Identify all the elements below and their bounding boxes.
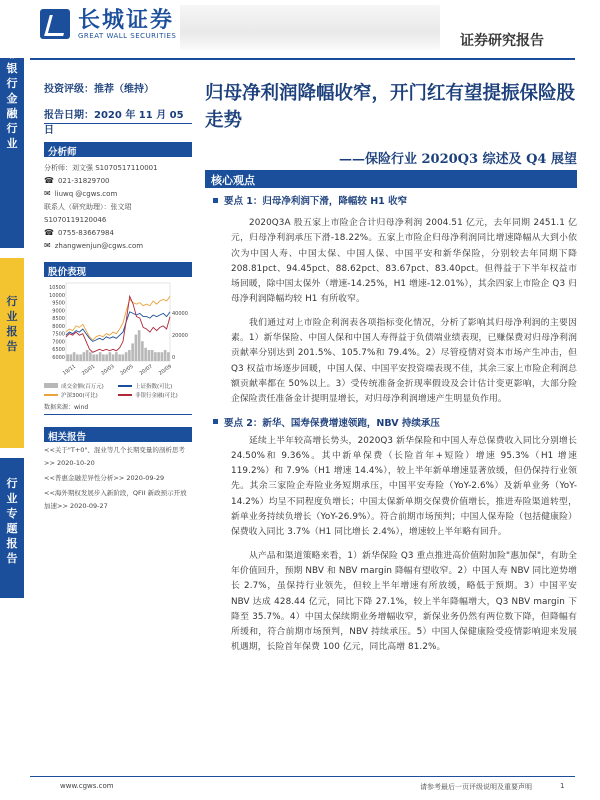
volume-bar [135,335,138,361]
volume-bar [109,352,112,361]
volume-bar [148,350,151,361]
legend-row [44,381,192,390]
analyst-line-text: S1070119120046 [44,215,107,224]
series-line-hs300 [66,296,170,340]
left-column [44,80,192,513]
bullet-square-icon [213,198,218,203]
legend-swatch [44,394,58,396]
legend-label: 非银行金融(可比) [135,392,178,399]
analyst-line [44,174,192,187]
legend-item [118,391,192,399]
analyst-line-text: 联系人（研究助理）：张文珺 [44,202,132,211]
x-tick: 20/09 [157,363,174,377]
volume-bar [128,350,131,361]
y-tick-left: 6000 [52,355,65,361]
y-tick-left: 9500 [52,300,65,307]
key-point-2 [205,414,577,430]
volume-bar [122,354,125,361]
analyst-info [44,161,192,252]
volume-bar [73,352,76,361]
analyst-line-text: 分析师：刘文强 S1070517110001 [44,163,158,172]
related-report-link[interactable]: <<关于"T+0"、混业等几个长期变量的剖析思考>> 2020-10-20 [44,446,185,467]
related-report-link[interactable]: <<普惠金融差异性分析>> 2020-09-29 [44,474,165,482]
y-tick-left: 8000 [52,323,65,330]
analyst-line-text: liuwq @cgws.com [54,189,118,198]
series-line-nonbank [66,296,170,352]
series-line-shanghai [66,312,170,342]
volume-bar [138,330,141,361]
y-tick-left: 10500 [49,285,65,291]
volume-bar [167,352,170,361]
company-logo [40,8,176,40]
related-reports-header: 相关报告 [44,427,192,442]
volume-bar [96,354,99,361]
page-header [0,0,600,58]
chart-source: 数据来源：wind [44,402,192,415]
volume-bar [66,354,69,361]
email-icon: ✉ [44,189,51,198]
left-sidebar [0,0,24,800]
analyst-line [44,239,192,252]
volume-bar [86,350,89,361]
volume-bar [141,341,144,361]
key-point-2-text: 要点 2：新华、国寿保费增速领跑，NBV 持续承压 [224,417,440,429]
volume-bar [112,354,115,361]
y-tick-left: 6500 [52,347,65,354]
legend-label: 沪深300(可比) [61,392,98,399]
volume-bar [131,343,134,361]
report-date: 报告日期：2020 年 11 月 05 日 [44,106,192,124]
legend-swatch [118,394,132,396]
volume-bar [125,352,128,361]
analyst-header: 分析师 [44,142,192,157]
great-wall-banner-image [180,5,440,50]
paragraph-4: 从产品和渠道策略来看，1）新华保险 Q3 重点推进高价值附加险"惠加保"，有助全年价值回升，预期 NBV 和 NBV margin 降幅有望收窄。2）中国人寿 NBV 同比逆势增长 2.7%，虽保持行业领先，但较上半年增速有所放缓，略低于预期。3）中国平安 NBV 达成 428.44 亿元，同比下降 27.1%，较上半年降幅增大，Q3 NBV margin 下降至 35.7%。4）中国太保续期业务增幅收窄，新保业务仍然有两位数下降，但降幅有所缓和，符合前期市场预判，NBV 持续承压。5）中国人保健康险受疫情影响迎来发展机遇期，长险首年保费 100 亿元，同比高增 81.2%。 [231,550,577,653]
volume-bar [164,350,167,361]
footer-divider [30,776,575,777]
phone-icon: ☎ [44,228,54,237]
x-tick: 20/05 [119,363,135,377]
paragraph-2: 我们通过对上市险企利润表各项指标变化情况，分析了影响其归母净利润的主要因素。1）新华保险、中国人保和中国人寿得益于负债端业绩表现，已赚保费对归母净利润贡献率分别达到 201.5%、105.7%和 79.4%。2）尽管疫情对资本市场产生冲击，但 Q3 权益市场逐步回暖，中国人保、中国平安投资端表现不佳，其余三家上市险企利润总额贡献率都在 50%以上。3）受传统准备金折现率假设及会计估计变更影响，大部分险企保险责任准备金计提明显增长，对归母净利润增速产生明显负作用。 [231,317,577,405]
x-tick: 20/03 [100,363,116,377]
legend-label: 上证指数(可比) [135,383,173,390]
investment-rating: 投资评级：推荐（维持） [44,84,154,95]
analyst-line-text: zhangwenjun@cgws.com [54,241,144,250]
related-report-link[interactable]: <<海外期权发展步入新阶段，QFII 新政预示开放加速>> 2020-09-27 [44,489,187,510]
logo-name-cn: 长城证券 [78,7,175,33]
y-tick-left: 9000 [52,308,65,315]
chart-svg [44,279,192,379]
analyst-line [44,213,192,226]
report-type: 证券研究报告 [460,33,544,49]
stock-performance-chart [44,279,192,379]
related-reports-list [44,444,192,513]
legend-row [44,390,192,399]
x-tick: 19/11 [61,363,78,377]
x-tick: 20/07 [138,363,154,377]
page-number: 1 [560,782,565,790]
volume-bar [118,354,121,361]
legend-item [44,391,118,399]
phone-icon: ☎ [44,176,54,185]
legend-item [44,382,118,390]
volume-bar [76,354,79,361]
analyst-line [44,226,192,239]
analyst-line [44,200,192,213]
x-tick: 20/01 [80,363,97,377]
analyst-line [44,187,192,200]
volume-bar [157,352,160,361]
volume-bar [154,352,157,361]
volume-bar [102,354,105,361]
analyst-line [44,161,192,174]
footer-notice: 请参考最后一页评级说明及重要声明 [420,783,532,791]
legend-label: 成交金额(百万元) [61,383,104,390]
analyst-line-text: 021-31829700 [57,176,110,185]
y-tick-right: 40000 [172,311,188,317]
volume-bar [92,354,95,361]
logo-mark-icon [40,9,70,39]
y-tick-right: 0 [172,355,176,361]
logo-name-en: GREAT WALL SECURITIES [78,32,177,40]
volume-bar [161,352,164,361]
y-tick-left: 7000 [52,339,65,346]
report-subtitle: ——保险行业 2020Q3 综述及 Q4 展望 [338,152,577,167]
paragraph-1: 2020Q3A 股五家上市险企合计归母净利润 2004.51 亿元，去年同期 2451.1 亿元，归母净利润承压下滑-18.22%。五家上市险企归母净利润同比增速降幅从大到小依次为中国人寿、中国太保、中国人保、中国平安和新华保险，分别较去年同期下降 208.81pct、94.45pct、88.62pct、83.67pct、83.40pct。但得益于下半年权益市场回暖，除中国太保外（增速-14.25%，H1 增速-12.01%），其余四家上市险企 Q3 归母净利润降幅均较 H1 有所收窄。 [231,218,577,305]
volume-bar [105,354,108,361]
sidebar-industry-label: 银行金融行业 [6,62,18,150]
y-tick-right: 20000 [172,333,188,339]
core-view-header: 核心观点 [205,170,577,188]
y-tick-left: 7500 [52,331,65,338]
volume-bar [151,350,154,361]
volume-bar [70,354,73,361]
volume-bar [79,354,82,361]
footer-url[interactable]: www.cgws.com [60,782,114,790]
volume-bar [83,352,86,361]
volume-bar [115,352,118,361]
key-point-1 [205,192,577,208]
legend-item [118,382,192,390]
email-icon: ✉ [44,241,51,250]
analyst-line-text: 0755-83667984 [57,228,114,237]
sidebar-report-label: 行业报告 [6,295,18,353]
main-content [205,60,577,656]
key-point-1-text: 要点 1：归母净利润下滑，降幅较 H1 收窄 [224,196,408,207]
y-tick-left: 10000 [49,292,65,299]
chart-header: 股价表现 [44,262,192,277]
legend-swatch [44,383,58,388]
volume-bar [89,352,92,361]
bullet-square-icon [213,419,218,424]
y-tick-left: 8500 [52,316,65,323]
sidebar-topic-label: 行业专题报告 [6,477,18,565]
legend-swatch [118,385,132,387]
volume-bar [99,352,102,361]
chart-legend [44,381,192,399]
paragraph-3: 延续上半年较高增长势头，2020Q3 新华保险和中国人寿总保费收入同比分别增长 24.50%和 9.36%。其中新单保费（长险首年+短险）增速 95.3%（H1 增速 119.2%）和 7.9%（H1 增速 14.4%），较上半年新单增速显著放缓，但仍保持行业领先。其余三家险企寿险业务短期承压，中国平安寿险（YoY-2.6%）及新单业务（YoY-14.2%）均呈不同程度负增长；中国太保新单期交保费价值增长，推进寿险渠道转型，新单业务持续负增长（YoY-26.9%）。符合前期市场预判；中国人保寿险（包括健康险）保费收入同比 3.7%（H1 同比增长 2.4%），增速较上半年略有回升。 [231,435,577,538]
report-title: 归母净利润降幅收窄，开门红有望提振保险股走势 [205,83,576,131]
volume-bar [144,348,147,361]
